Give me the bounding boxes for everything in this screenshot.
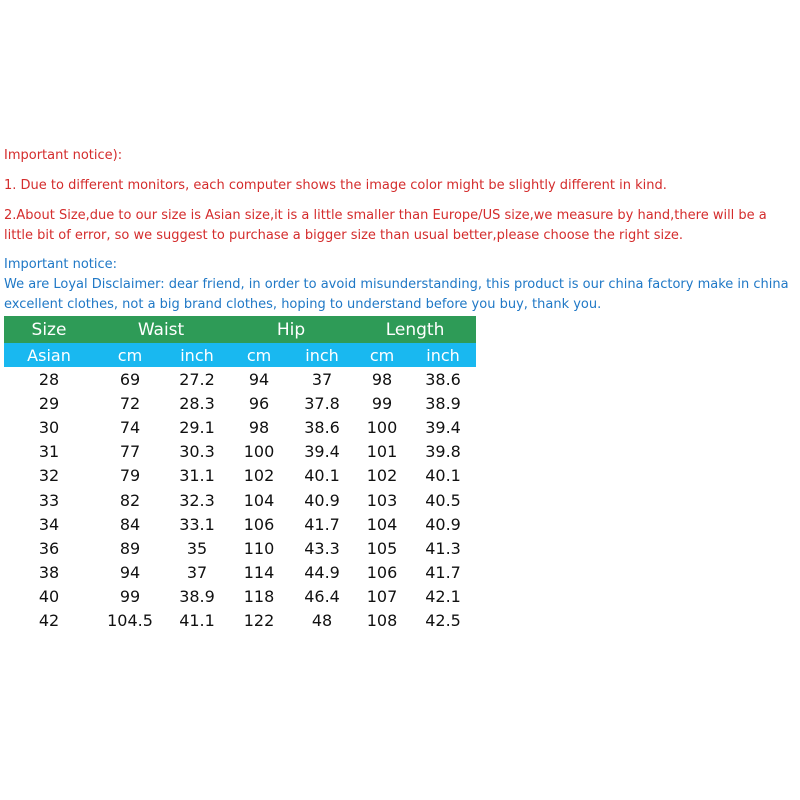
size-rows bbox=[4, 367, 476, 633]
header-waist: Waist bbox=[94, 316, 228, 343]
header-size: Size bbox=[4, 316, 94, 343]
table-row bbox=[4, 367, 476, 391]
table-row bbox=[4, 585, 476, 609]
cell-size-asian: 33 bbox=[38, 490, 60, 510]
disclaimer-text: We are Loyal Disclaimer: dear friend, in order to avoid misunderstanding, this product is our china factory make in china excellent clothes, not a big brand clothes, hoping to understand before you buy, thank you. bbox=[4, 277, 789, 312]
cell-hip-inch: 43.3 bbox=[304, 538, 340, 558]
cell-hip-cm: 122 bbox=[243, 611, 275, 631]
cell-hip-cm: 100 bbox=[243, 442, 275, 462]
cell-waist-inch: 32.3 bbox=[179, 490, 215, 510]
cell-length-cm: 108 bbox=[366, 611, 398, 631]
cell-waist-inch: 41.1 bbox=[179, 611, 215, 631]
cell-hip-inch: 37.8 bbox=[304, 393, 340, 413]
cell-hip-cm: 98 bbox=[248, 417, 270, 437]
cell-length-cm: 102 bbox=[366, 466, 398, 486]
cell-waist-inch: 35 bbox=[186, 538, 208, 558]
cell-hip-cm: 94 bbox=[248, 369, 270, 389]
cell-size-asian: 28 bbox=[38, 369, 60, 389]
cell-waist-inch: 30.3 bbox=[179, 442, 215, 462]
cell-waist-cm: 69 bbox=[119, 369, 141, 389]
cell-length-inch: 39.8 bbox=[425, 442, 461, 462]
cell-length-inch: 41.7 bbox=[425, 563, 461, 583]
cell-length-inch: 39.4 bbox=[425, 417, 461, 437]
cell-size-asian: 29 bbox=[38, 393, 60, 413]
cell-length-cm: 98 bbox=[371, 369, 393, 389]
cell-waist-inch: 31.1 bbox=[179, 466, 215, 486]
subheader-hip-cm: cm bbox=[228, 343, 290, 367]
cell-size-asian: 32 bbox=[38, 466, 60, 486]
cell-size-asian: 31 bbox=[38, 442, 60, 462]
cell-length-inch: 42.1 bbox=[425, 587, 461, 607]
table-row bbox=[4, 561, 476, 585]
cell-hip-inch: 41.7 bbox=[304, 514, 340, 534]
cell-length-inch: 42.5 bbox=[425, 611, 461, 631]
cell-hip-cm: 96 bbox=[248, 393, 270, 413]
cell-length-inch: 41.3 bbox=[425, 538, 461, 558]
table-row bbox=[4, 464, 476, 488]
cell-length-cm: 105 bbox=[366, 538, 398, 558]
cell-length-inch: 40.1 bbox=[425, 466, 461, 486]
subheader-length-cm: cm bbox=[354, 343, 410, 367]
cell-waist-inch: 27.2 bbox=[179, 369, 215, 389]
cell-length-cm: 101 bbox=[366, 442, 398, 462]
cell-hip-inch: 40.9 bbox=[304, 490, 340, 510]
table-row bbox=[4, 440, 476, 464]
header-hip: Hip bbox=[228, 316, 354, 343]
subheader-waist-inch: inch bbox=[166, 343, 228, 367]
cell-waist-inch: 33.1 bbox=[179, 514, 215, 534]
cell-waist-inch: 37 bbox=[186, 563, 208, 583]
cell-hip-inch: 46.4 bbox=[304, 587, 340, 607]
cell-waist-cm: 77 bbox=[119, 442, 141, 462]
notice-heading: Important notice): bbox=[4, 148, 123, 163]
cell-hip-inch: 37 bbox=[311, 369, 333, 389]
cell-length-cm: 107 bbox=[366, 587, 398, 607]
cell-hip-inch: 39.4 bbox=[304, 442, 340, 462]
cell-hip-cm: 114 bbox=[243, 563, 275, 583]
cell-hip-inch: 44.9 bbox=[304, 563, 340, 583]
cell-size-asian: 34 bbox=[38, 514, 60, 534]
cell-length-inch: 40.5 bbox=[425, 490, 461, 510]
cell-size-asian: 38 bbox=[38, 563, 60, 583]
cell-size-asian: 42 bbox=[38, 611, 60, 631]
cell-length-cm: 100 bbox=[366, 417, 398, 437]
cell-hip-cm: 104 bbox=[243, 490, 275, 510]
cell-length-inch: 38.6 bbox=[425, 369, 461, 389]
table-row bbox=[4, 391, 476, 415]
subheader-length-inch: inch bbox=[410, 343, 476, 367]
cell-size-asian: 36 bbox=[38, 538, 60, 558]
cell-length-cm: 104 bbox=[366, 514, 398, 534]
table-row bbox=[4, 488, 476, 512]
cell-waist-cm: 99 bbox=[119, 587, 141, 607]
cell-waist-cm: 79 bbox=[119, 466, 141, 486]
table-row bbox=[4, 415, 476, 439]
header-group-row bbox=[4, 316, 476, 343]
cell-hip-inch: 40.1 bbox=[304, 466, 340, 486]
cell-hip-cm: 102 bbox=[243, 466, 275, 486]
cell-length-inch: 40.9 bbox=[425, 514, 461, 534]
table-row bbox=[4, 512, 476, 536]
cell-waist-inch: 28.3 bbox=[179, 393, 215, 413]
disclaimer-block bbox=[4, 255, 798, 315]
cell-hip-inch: 38.6 bbox=[304, 417, 340, 437]
header-length: Length bbox=[354, 316, 476, 343]
cell-length-cm: 106 bbox=[366, 563, 398, 583]
cell-waist-cm: 82 bbox=[119, 490, 141, 510]
cell-length-cm: 103 bbox=[366, 490, 398, 510]
cell-waist-inch: 29.1 bbox=[179, 417, 215, 437]
cell-waist-cm: 94 bbox=[119, 563, 141, 583]
cell-hip-cm: 118 bbox=[243, 587, 275, 607]
cell-waist-cm: 89 bbox=[119, 538, 141, 558]
cell-waist-cm: 84 bbox=[119, 514, 141, 534]
subheader-asian: Asian bbox=[4, 343, 94, 367]
cell-size-asian: 30 bbox=[38, 417, 60, 437]
size-chart-table bbox=[4, 316, 476, 633]
cell-length-cm: 99 bbox=[371, 393, 393, 413]
cell-size-asian: 40 bbox=[38, 587, 60, 607]
cell-waist-cm: 74 bbox=[119, 417, 141, 437]
cell-waist-cm: 72 bbox=[119, 393, 141, 413]
cell-hip-cm: 106 bbox=[243, 514, 275, 534]
cell-hip-cm: 110 bbox=[243, 538, 275, 558]
subheader-hip-inch: inch bbox=[290, 343, 354, 367]
cell-waist-cm: 104.5 bbox=[107, 611, 153, 631]
table-row bbox=[4, 609, 476, 633]
table-row bbox=[4, 536, 476, 560]
disclaimer-title: Important notice: bbox=[4, 257, 118, 272]
cell-length-inch: 38.9 bbox=[425, 393, 461, 413]
notice-monitor-color: 1. Due to different monitors, each computer shows the image color might be slightly different in kind. bbox=[4, 178, 667, 193]
cell-waist-inch: 38.9 bbox=[179, 587, 215, 607]
cell-hip-inch: 48 bbox=[311, 611, 333, 631]
subheader-waist-cm: cm bbox=[94, 343, 166, 367]
notice-asian-size: 2.About Size,due to our size is Asian size,it is a little smaller than Europe/US size,we measure by hand,there will be a little bit of error, so we suggest to purchase a bigger size than usual better,please choose the right size. bbox=[4, 208, 767, 243]
subheader-row bbox=[4, 343, 476, 367]
